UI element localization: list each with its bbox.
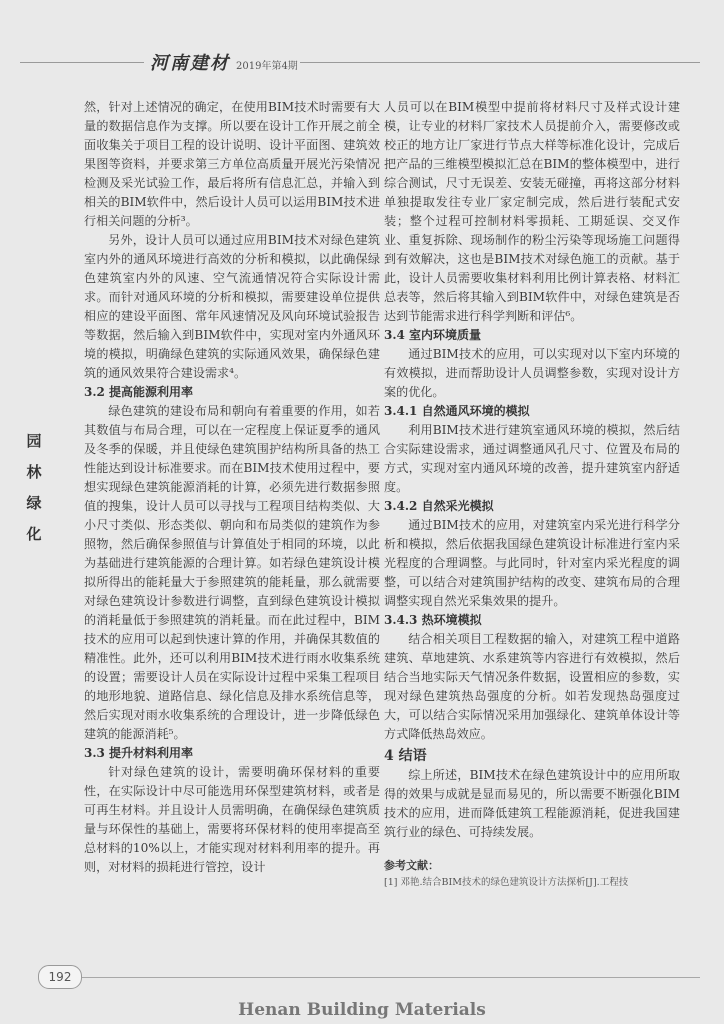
paragraph: 人员可以在BIM模型中提前将材料尺寸及样式设计建模，让专业的材料厂家技术人员提前介入，需要修改或校正的地方让厂家进行节点大样等标准化设计，完成后把产品的三维模型模拟汇总在BIM的整体模型中，进行综合测试，尺寸无误差、安装无碰撞，再将这部分材料单独提取发往专业厂家定制完成，然后进行装配式安装；整个过程可控制材料零损耗、工期延误、交叉作业、重复拆除、现场制作的粉尘污染等现场施工问题得到有效解决，这也是BIM技术对绿色施工的贡献。基于此，设计人员需要收集材料利用比例计算表格、材料汇总表等，然后将其输入到BIM软件中，对绿色建筑是否达到节能需求进行科学判断和评估⁶。 [384,100,680,323]
section-heading: 3.3 提升材料利用率 [84,746,194,760]
paragraph: 通过BIM技术的应用，对建筑室内采光进行科学分析和模拟，然后依据我国绿色建筑设计标准进行室内采光程度的合理调整。与此同时，针对室内采光程度的调整，可以结合对建筑围护结构的改变、建筑布局的合理调整实现自然光采集效果的提升。 [384,518,680,608]
paragraph: 另外，设计人员可以通过应用BIM技术对绿色建筑室内外的通风环境进行高效的分析和模拟，以此确保绿色建筑室内外的风速、空气流通情况符合实际设计需求。而针对通风环境的分析和模拟，需要建设单位提供相应的建设平面图、常年风速情况及风向环境试验报告等数据，然后输入到BIM软件中，实现对室内外通风环境的模拟，明确绿色建筑的实际通风效果，确保绿色建筑的通风效果符合建设需求⁴。 [84,233,380,380]
right-column [384,98,680,891]
major-heading: 4 结语 [384,748,427,764]
section-heading: 3.4.3 热环境模拟 [384,613,482,627]
side-char: 化 [26,525,42,543]
header-rule-left [20,62,144,63]
running-header [150,49,298,75]
paragraph: 结合相关项目工程数据的输入，对建筑工程中道路建筑、草地建筑、水系建筑等内容进行有效模拟，然后结合当地实际天气情况条件数据，设置相应的参数，实现对绿色建筑热岛强度的分析。如若发现热岛强度过大，可以结合实际情况采用加强绿化、建筑单体设计等方式降低热岛效应。 [384,632,680,741]
section-side-label [20,430,48,544]
footer-journal-name: Henan Building Materials [238,1000,486,1020]
section-heading: 3.4.2 自然采光模拟 [384,499,494,513]
paragraph: 综上所述，BIM技术在绿色建筑设计中的应用所取得的效果与成就是显而易见的，所以需要不断强化BIM技术的应用，进而降低建筑工程能源消耗，促进我国建筑行业的绿色、可持续发展。 [384,768,680,839]
side-char: 林 [26,463,42,481]
paragraph: 利用BIM技术进行建筑室通风环境的模拟，然后结合实际建设需求，通过调整通风孔尺寸、位置及布局的方式，实现对室内通风环境的改善，提升建筑室内舒适度。 [384,423,680,494]
paragraph: 绿色建筑的建设布局和朝向有着重要的作用，如若其数值与布局合理，可以在一定程度上保证夏季的通风及冬季的保暖，并且使绿色建筑围护结构所具备的热工性能达到设计标准要求。而在BIM技术使用过程中，要想实现绿色建筑能源消耗的计算，必须先进行数据参照值的搜集，设计人员可以寻找与工程项目结构类似、大小尺寸类似、形态类似、朝向和布局类似的建筑作为参照物，然后确保参照值与计算值处于相同的环境，以此为基础进行建筑能源的合理计算。如若绿色建筑设计模拟所得出的能耗量大于参照建筑的能耗量，那么就需要对绿色建筑设计参数进行调整，直到绿色建筑设计模拟的消耗量低于参照建筑的消耗量。而在此过程中，BIM技术的应用可以起到快速计算的作用，并确保其数值的精准性。此外，还可以利用BIM技术进行雨水收集系统的设置；需要设计人员在实际设计过程中采集工程项目的地形地貌、道路信息、绿化信息及排水系统信息等，然后实现对雨水收集系统的合理设计，进一步降低绿色建筑的能源消耗⁵。 [84,404,380,741]
page-number: 192 [38,965,82,989]
section-heading: 3.4 室内环境质量 [384,328,482,342]
side-char: 绿 [26,494,42,512]
references-list [384,875,680,891]
issue-label: 2019年第4期 [236,61,298,72]
left-column [84,98,380,877]
header-rule-right [300,62,700,63]
paragraph: 然，针对上述情况的确定，在使用BIM技术时需要有大量的数据信息作为支撑。所以要在设计工作开展之前全面收集关于项目工程的设计说明、设计平面图、建筑效果图等资料，并要求第三方单位高质量开展光污染情况检测及采光试验工作，最后将所有信息汇总，并输入到相关的BIM软件中，然后设计人员可以运用BIM技术进行相关问题的分析³。 [84,100,380,228]
footer-rule [80,977,700,978]
reference-item: [1] 邓艳.结合BIM技术的绿色建筑设计方法探析[J].工程技 [384,877,629,888]
section-heading: 3.4.1 自然通风环境的模拟 [384,404,530,418]
paragraph: 通过BIM技术的应用，可以实现对以下室内环境的有效模拟，进而帮助设计人员调整参数，实现对设计方案的优化。 [384,347,680,399]
journal-title: 河南建材 [150,53,230,74]
side-char: 园 [26,432,42,450]
paragraph: 针对绿色建筑的设计，需要明确环保材料的重要性，在实际设计中尽可能选用环保型建筑材料，或者是可再生材料。并且设计人员需明确，在确保绿色建筑质量与环保性的基础上，需要将环保材料的使用率提高至总材料的10%以上，才能实现对材料利用率的提升。再则，对材料的损耗进行管控，设计 [84,765,380,874]
right-column-body [384,98,680,842]
section-heading: 3.2 提高能源利用率 [84,385,194,399]
references-title: 参考文献： [384,859,439,872]
